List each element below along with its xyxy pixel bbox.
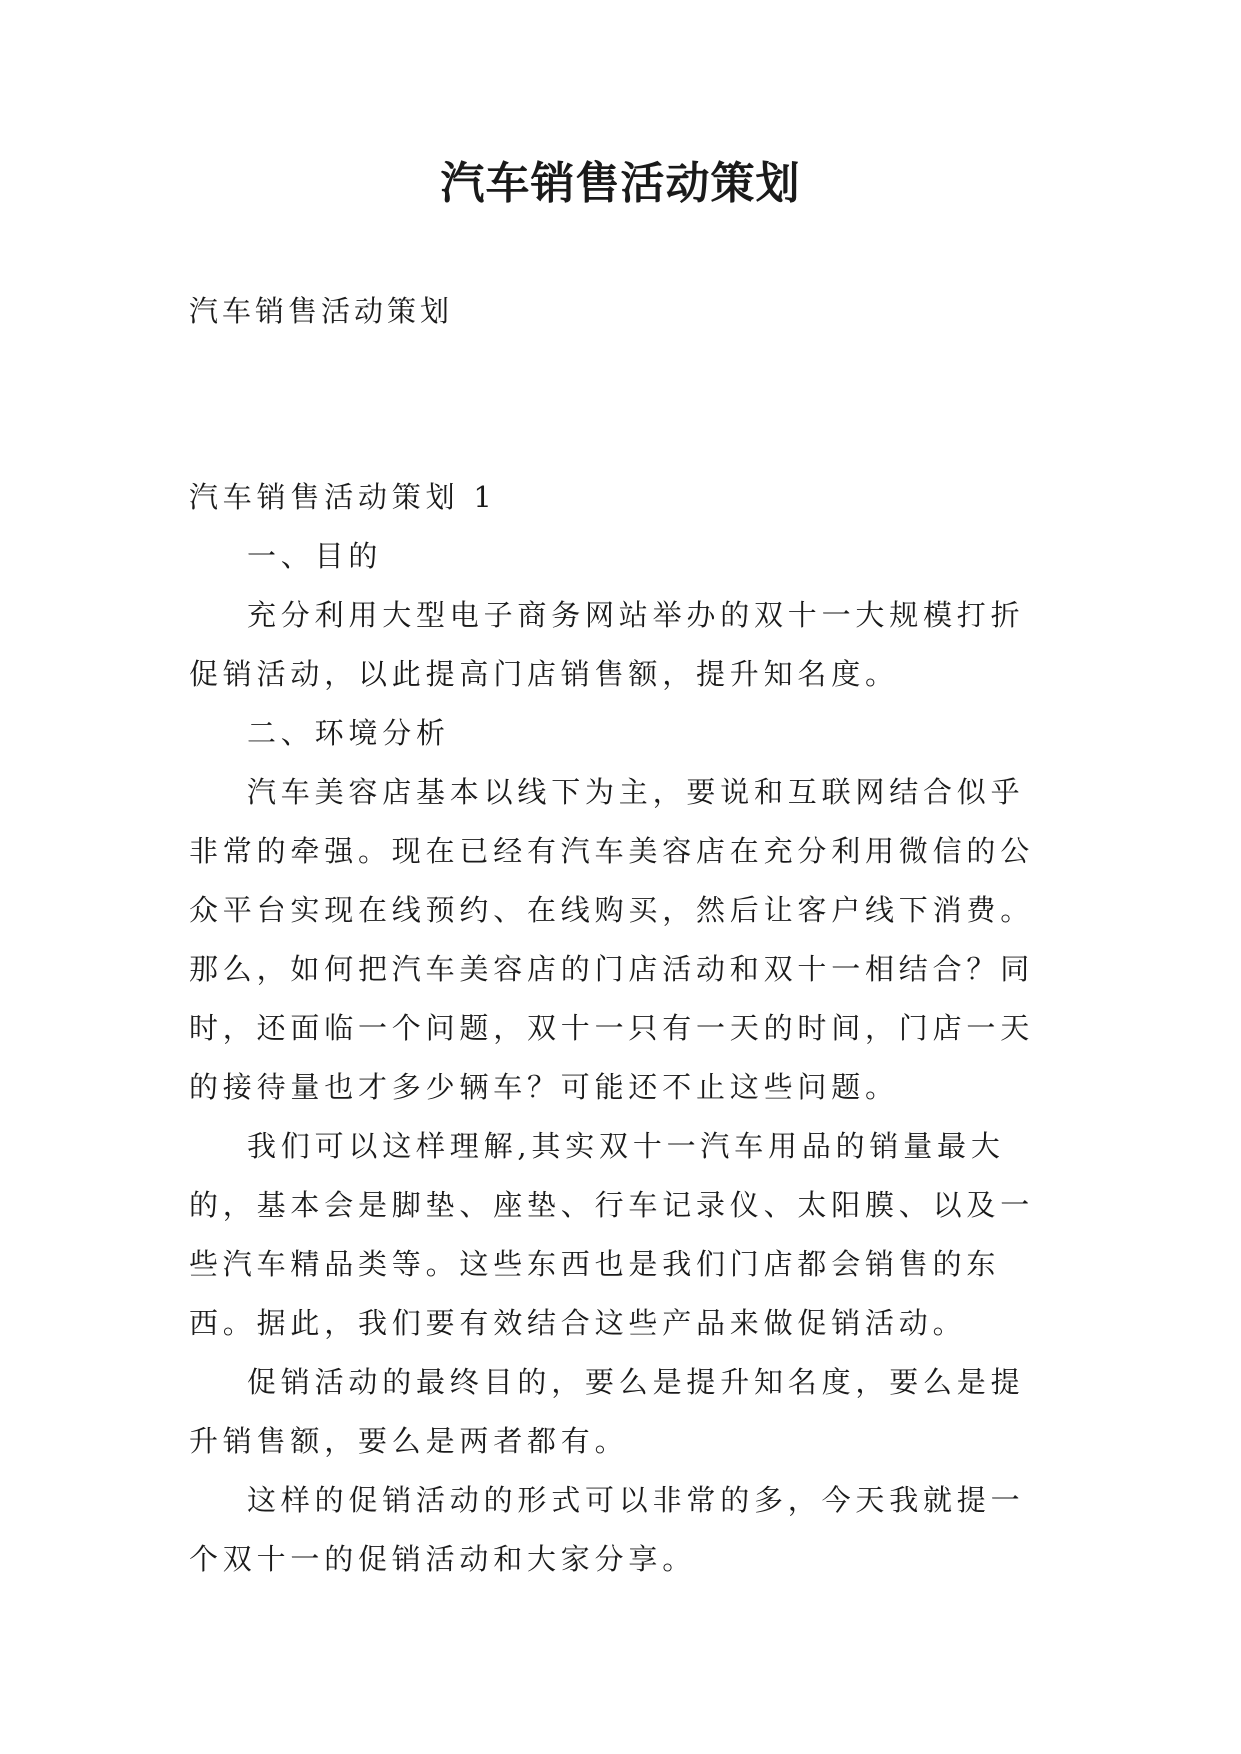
- document-subtitle: 汽车销售活动策划: [189, 294, 454, 328]
- document-title: 汽车销售活动策划: [440, 158, 801, 209]
- paragraph-purpose: 充分利用大型电子商务网站举办的双十一大规模打折促销活动，以此提高门店销售额，提升知名度。: [189, 598, 1025, 691]
- paragraph-products: 我们可以这样理解,其实双十一汽车用品的销量最大的，基本会是脚垫、座垫、行车记录仪、太阳膜、以及一些汽车精品类等。这些东西也是我们门店都会销售的东西。据此，我们要有效结合这些产品来做促销活动。: [189, 1129, 1035, 1340]
- heading-environment: 二、环境分析: [247, 716, 450, 750]
- document-body: [189, 468, 1051, 1589]
- paragraph-share: 这样的促销活动的形式可以非常的多，今天我就提一个双十一的促销活动和大家分享。: [189, 1483, 1025, 1576]
- heading-purpose: 一、目的: [247, 539, 383, 573]
- paragraph-environment: 汽车美容店基本以线下为主，要说和互联网结合似乎非常的牵强。现在已经有汽车美容店在充分利用微信的公众平台实现在线预约、在线购买，然后让客户线下消费。那么，如何把汽车美容店的门店活动和双十一相结合？同时，还面临一个问题，双十一只有一天的时间，门店一天的接待量也才多少辆车？可能还不止这些问题。: [189, 775, 1035, 1104]
- paragraph-goal: 促销活动的最终目的，要么是提升知名度，要么是提升销售额，要么是两者都有。: [189, 1365, 1025, 1458]
- section-title: 汽车销售活动策划 1: [189, 480, 497, 514]
